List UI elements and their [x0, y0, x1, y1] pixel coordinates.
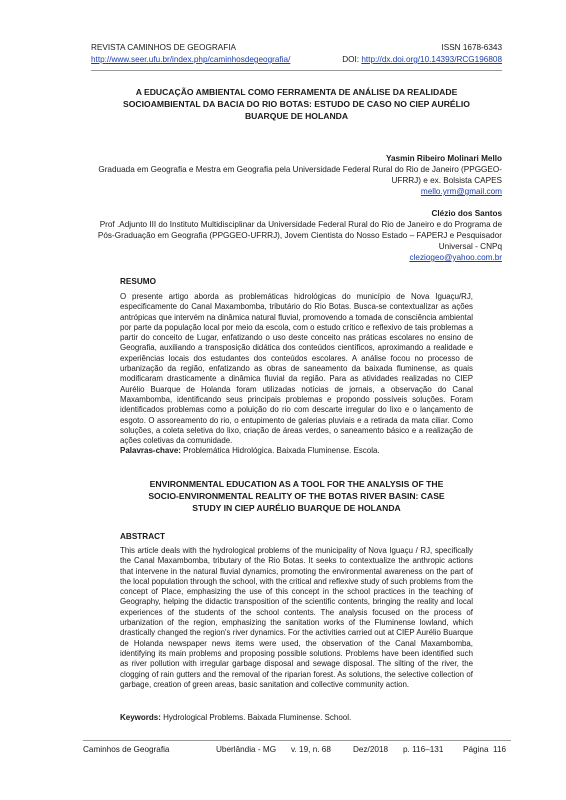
title-pt-line: SOCIOAMBIENTAL DA BACIA DO RIO BOTAS: ESTUDO DE CASO NO CIEP AURÉLIO: [123, 99, 470, 109]
author-affiliation: Prof .Adjunto III do Instituto Multidisciplinar da Universidade Federal Rural do Rio de Janeiro e do Programa de: [99, 220, 502, 229]
running-footer: [83, 745, 511, 754]
doi: [342, 54, 502, 66]
abstract-text: This article deals with the hydrological problems of the municipality of Nova Iguaçu / RJ, specifically the Canal Maxambomba, tributary of the Rio Botas. It seeks to contextualize the anthropic actions that intervene in the natural fluvial dynamics, promoting the environmental awareness on the part of the local population through the school, with the critical and reflexive study of such problems from the concept of Place, emphasizing the use of this concept in the school practices in the teaching of Geography, helping the didactic transposition of the scientific contents, bringing the reality and local experiences of the students of the school contents. The analysis focused on the process of urbanization of the region, emphasizing the sanitation works of the Fluminense lowland, which drastically changed the region's river dynamics. For the activities carried out at CIEP Aurélio Buarque de Holanda newspaper news items were used, the observation of the Canal Maxambomba, identifying its main problems and proposing possible solutions. Problems have been identified such as river pollution with irregular garbage disposal and sewage disposal. The silting of the river, the clogging of rain gutters and the removal of the riparian forest. As solutions, the selective collection of garbage, creation of green areas, basic sanitation and collective community action.: [120, 546, 473, 689]
doi-prefix: DOI:: [342, 55, 362, 64]
footer-page-number: Página 116: [463, 745, 507, 754]
title-en-line: STUDY IN CIEP AURÉLIO BUARQUE DE HOLANDA: [192, 503, 401, 513]
running-header: [91, 42, 502, 66]
keywords: [120, 712, 473, 723]
keywords-text: Hydrological Problems. Baixada Fluminense. School.: [160, 713, 352, 722]
title-en: [110, 478, 483, 514]
footer-date: Dez/2018: [353, 745, 389, 754]
footer-city: Uberlândia - MG: [216, 745, 277, 754]
title-en-line: ENVIRONMENTAL EDUCATION AS A TOOL FOR THE ANALYSIS OF THE: [149, 479, 444, 489]
author-name: Clézio dos Santos: [431, 209, 502, 218]
footer-divider: [83, 740, 511, 741]
author-email-link[interactable]: mello.yrm@gmail.com: [420, 187, 502, 196]
author-name: Yasmin Ribeiro Molinari Mello: [385, 154, 502, 163]
title-pt-line: A EDUCAÇÃO AMBIENTAL COMO FERRAMENTA DE ANÁLISE DA REALIDADE: [135, 87, 458, 97]
author-email-link[interactable]: cleziogeo@yahoo.com.br: [409, 253, 502, 262]
keywords-label: Keywords:: [120, 713, 161, 722]
title-pt-line: BUARQUE DE HOLANDA: [244, 111, 349, 121]
footer-pages: p. 116–131: [403, 745, 444, 754]
doi-link[interactable]: http://dx.doi.org/10.14393/RCG196808: [361, 55, 502, 64]
abstract-heading: ABSTRACT: [120, 532, 166, 541]
author-affiliation: Pós-Graduação em Geografia (PPGGEO-UFRRJ), Jovem Cientista do Nosso Estado – FAPERJ e Pesquisador: [97, 231, 502, 240]
resumo-heading: RESUMO: [120, 277, 156, 286]
title-en-line: SOCIO-ENVIRONMENTAL REALITY OF THE BOTAS RIVER BASIN: CASE: [148, 491, 445, 501]
palavras-chave: [120, 445, 473, 456]
author-affiliation: Universal - CNPq: [438, 242, 502, 251]
palavras-chave-text: Problemática Hidrológica. Baixada Fluminense. Escola.: [180, 446, 380, 455]
journal-name: REVISTA CAMINHOS DE GEOGRAFIA: [91, 43, 236, 52]
issn: ISSN 1678-6343: [441, 43, 502, 52]
author-block: [42, 208, 502, 263]
author-affiliation: UFRRJ) e ex. Bolsista CAPES: [391, 176, 502, 185]
resumo-text: O presente artigo aborda as problemáticas hidrológicas do município de Nova Iguaçu/RJ, especificamente do Canal Maxambomba, tributário do Rio Botas. Busca-se contextualizar as ações antrópicas que intervém na dinâmica natural fluvial, promovendo a tomada de consciência ambiental por parte da população local por meio da escola, com o estudo crítico e reflexivo de tais problemas a partir do conceito de Lugar, enfatizando o uso deste conceito nas práticas escolares no ensino de Geografia, auxiliando a transposição didática dos conteúdos científicos, aproximando a realidade e experiências locais dos estudantes dos conteúdos escolares. A análise focou no processo de urbanização da região, enfatizando as obras de saneamento da baixada fluminense, as quais modificaram drasticamente a dinâmica fluvial da região. Para as atividades realizadas no CIEP Aurélio Buarque de Holanda foram utilizadas notícias de jornais, a observação do Canal Maxambomba, identificando seus principais problemas e propondo possíveis soluções. Foram identificados problemas como a poluição do rio com descarte irregular do lixo e o lançamento de esgoto. O assoreamento do rio, o entupimento de galerias pluviais e a retirada da mata ciliar. Como soluções, a coleta seletiva do lixo, criação de áreas verdes, o saneamento básico e a realização de ações coletivas da comunidade.: [120, 292, 473, 446]
journal-url-link[interactable]: http://www.seer.ufu.br/index.php/caminhosdegeografia/: [91, 55, 291, 64]
palavras-chave-label: Palavras-chave:: [120, 446, 181, 455]
footer-journal: Caminhos de Geografia: [83, 745, 170, 754]
header-divider: [91, 70, 502, 71]
footer-volume: v. 19, n. 68: [291, 745, 331, 754]
author-block: [82, 153, 502, 197]
title-pt: [100, 86, 493, 122]
author-affiliation: Graduada em Geografia e Mestra em Geografia pela Universidade Federal Rural do Rio de Janeiro (PPGGEO-: [98, 165, 502, 174]
